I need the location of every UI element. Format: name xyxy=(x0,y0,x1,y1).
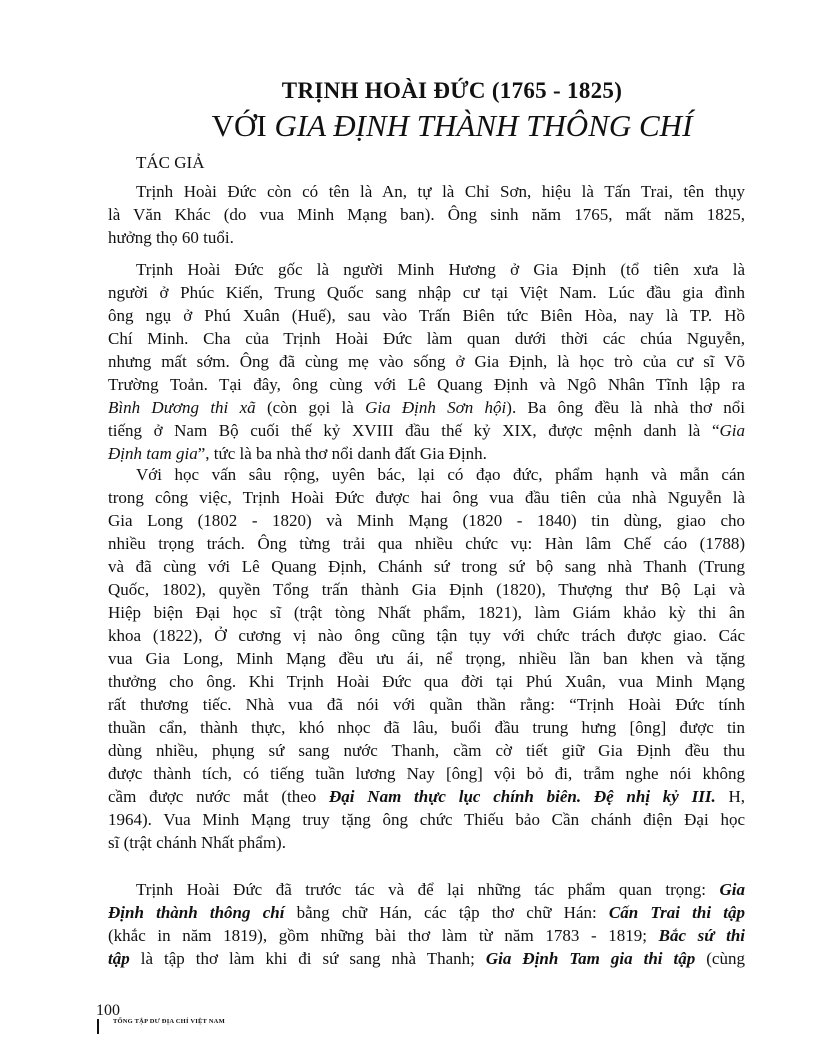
emphasized-title: Định thành thông chí xyxy=(108,903,285,922)
paragraph xyxy=(108,463,745,854)
text-line xyxy=(108,878,745,901)
paragraph xyxy=(108,180,745,249)
text-line xyxy=(108,831,745,854)
text-run: thưởng cho ông. Khi Trịnh Hoài Đức qua đời tại Phú Xuân, vua Minh Mạng xyxy=(108,672,745,691)
text-line xyxy=(108,624,745,647)
text-line xyxy=(108,180,745,203)
text-run: (cùng xyxy=(695,949,745,968)
title-prefix: VỚI xyxy=(211,108,275,143)
text-line xyxy=(108,350,745,373)
text-run: trong công việc, Trịnh Hoài Đức được hai ông vua đầu tiên của nhà Nguyễn là xyxy=(108,488,745,507)
text-run: ông ngụ ở Phú Xuân (Huế), sau vào Trấn Biên tức Biên Hòa, nay là TP. Hồ xyxy=(108,306,745,325)
text-line xyxy=(108,373,745,396)
text-run: và đã cùng với Lê Quang Định, Chánh sứ trong sứ bộ sang nhà Thanh (Trung xyxy=(108,557,745,576)
text-run: dùng nhiều, phụng sứ sang nước Thanh, cầm cờ tiết giữ Gia Định đều thu xyxy=(108,741,745,760)
text-run: được thành tích, có tiếng tuần lương Nay [ông] vội bỏ đi, trẫm nghe nói không xyxy=(108,764,745,783)
text-run: Gia Long (1802 - 1820) và Minh Mạng (1820 - 1840) tin dùng, giao cho xyxy=(108,511,745,530)
text-run: ). Ba ông đều là nhà thơ nổi xyxy=(506,398,746,417)
text-run: vua Gia Long, Minh Mạng đều ưu ái, nể trọng, nhiều lần ban khen và tặng xyxy=(108,649,745,668)
text-run: Với học vấn sâu rộng, uyên bác, lại có đạo đức, phẩm hạnh và mẫn cán xyxy=(136,465,745,484)
text-line xyxy=(108,281,745,304)
text-run: Trịnh Hoài Đức còn có tên là An, tự là Chỉ Sơn, hiệu là Tấn Trai, tên thụy xyxy=(136,182,745,201)
emphasized-title: Bình Dương thi xã xyxy=(108,398,256,417)
title-line-1: TRỊNH HOÀI ĐỨC (1765 - 1825) xyxy=(281,78,623,103)
text-line xyxy=(108,532,745,555)
text-line xyxy=(108,396,745,419)
text-run: H, xyxy=(715,787,745,806)
text-line xyxy=(108,601,745,624)
text-run: rất thương tiếc. Nhà vua đã nói với quần thần rằng: “Trịnh Hoài Đức tính xyxy=(108,695,745,714)
text-line xyxy=(108,647,745,670)
emphasized-title: Cấn Trai thi tập xyxy=(608,903,745,922)
text-run: tiếng ở Nam Bộ cuối thế kỷ XVIII đầu thế kỷ XIX, được mệnh danh là “ xyxy=(108,421,720,440)
text-run: Chí Minh. Cha của Trịnh Hoài Đức làm quan dưới thời các chúa Nguyễn, xyxy=(108,329,745,348)
text-line xyxy=(108,924,745,947)
footer-rule xyxy=(97,1019,99,1034)
running-title: TỔNG TẬP DƯ ĐỊA CHÍ VIỆT NAM xyxy=(113,1018,225,1025)
text-run: thuần cẩn, thành thực, khó nhọc đã lâu, buổi đầu trung hưng [ông] được tin xyxy=(108,718,745,737)
title-line-2 xyxy=(0,108,816,144)
text-line xyxy=(108,739,745,762)
text-line xyxy=(108,486,745,509)
section-heading: TÁC GIẢ xyxy=(136,153,205,172)
text-line xyxy=(108,947,745,970)
paragraph xyxy=(108,878,745,970)
text-line xyxy=(108,762,745,785)
text-run: Quốc, 1802), quyền Tổng trấn thành Gia Định (1820), Thượng thư Bộ Lại và xyxy=(108,580,745,599)
text-run: bằng chữ Hán, các tập thơ chữ Hán: xyxy=(284,903,609,922)
text-line xyxy=(108,442,745,465)
title-work-name: GIA ĐỊNH THÀNH THÔNG CHÍ xyxy=(274,108,693,143)
text-line xyxy=(108,785,745,808)
emphasized-title: Định tam gia xyxy=(108,444,198,463)
emphasized-title: tập xyxy=(108,949,130,968)
text-line xyxy=(108,693,745,716)
text-line xyxy=(108,226,745,249)
text-line xyxy=(108,463,745,486)
text-run: Trịnh Hoài Đức đã trước tác và để lại những tác phẩm quan trọng: xyxy=(136,880,720,899)
text-run: Trịnh Hoài Đức gốc là người Minh Hương ở Gia Định (tổ tiên xưa là xyxy=(136,260,745,279)
text-run: nhiều trọng trách. Ông từng trải qua nhiều chức vụ: Hàn lâm Chế cáo (1788) xyxy=(108,534,745,553)
emphasized-title: Gia Định Tam gia thi tập xyxy=(485,949,696,968)
text-run: ”, tức là ba nhà thơ nổi danh đất Gia Định. xyxy=(197,444,487,463)
text-line xyxy=(108,419,745,442)
emphasized-title: Bắc sứ thi xyxy=(658,926,745,945)
text-line xyxy=(108,509,745,532)
paragraph xyxy=(108,258,745,465)
text-run: là tập thơ làm khi đi sứ sang nhà Thanh; xyxy=(129,949,486,968)
text-run: cầm được nước mắt (theo xyxy=(108,787,330,806)
emphasized-title: Đại Nam thực lục chính biên. Đệ nhị kỷ III. xyxy=(329,787,716,806)
text-line xyxy=(108,808,745,831)
text-line xyxy=(108,670,745,693)
text-run: (còn gọi là xyxy=(255,398,366,417)
text-line xyxy=(108,901,745,924)
text-run: Trường Toản. Tại đây, ông cùng với Lê Quang Định và Ngô Nhân Tĩnh lập ra xyxy=(108,375,745,394)
text-line xyxy=(108,578,745,601)
text-run: khoa (1822), Ở cương vị nào ông cũng tận tụy với chức trách được giao. Các xyxy=(108,626,745,645)
page-number: 100 xyxy=(96,1002,120,1019)
emphasized-title: Gia xyxy=(719,880,745,899)
text-run: hưởng thọ 60 tuổi. xyxy=(108,228,234,247)
text-run: sĩ (trật chánh Nhất phẩm). xyxy=(108,833,286,852)
text-line xyxy=(108,327,745,350)
text-run: 1964). Vua Minh Mạng truy tặng ông chức Thiếu bảo Cần chánh điện Đại học xyxy=(108,810,745,829)
text-run: người ở Phúc Kiến, Trung Quốc sang nhập cư tại Việt Nam. Lúc đầu gia đình xyxy=(108,283,745,302)
emphasized-title: Gia Định Sơn hội xyxy=(365,398,507,417)
text-line xyxy=(108,304,745,327)
emphasized-title: Gia xyxy=(719,421,745,440)
text-run: nhưng mất sớm. Ông đã cùng mẹ vào sống ở Gia Định, là học trò của cư sĩ Võ xyxy=(108,352,745,371)
text-run: Hiệp biện Đại học sĩ (trật tòng Nhất phẩm, 1821), làm Giám khảo kỳ thi ân xyxy=(108,603,745,622)
text-line xyxy=(108,716,745,739)
text-line xyxy=(108,258,745,281)
text-run: (khắc in năm 1819), gồm những bài thơ làm từ năm 1783 - 1819; xyxy=(108,926,659,945)
text-line xyxy=(108,203,745,226)
text-line xyxy=(108,555,745,578)
text-run: là Văn Khác (do vua Minh Mạng ban). Ông sinh năm 1765, mất năm 1825, xyxy=(108,205,745,224)
